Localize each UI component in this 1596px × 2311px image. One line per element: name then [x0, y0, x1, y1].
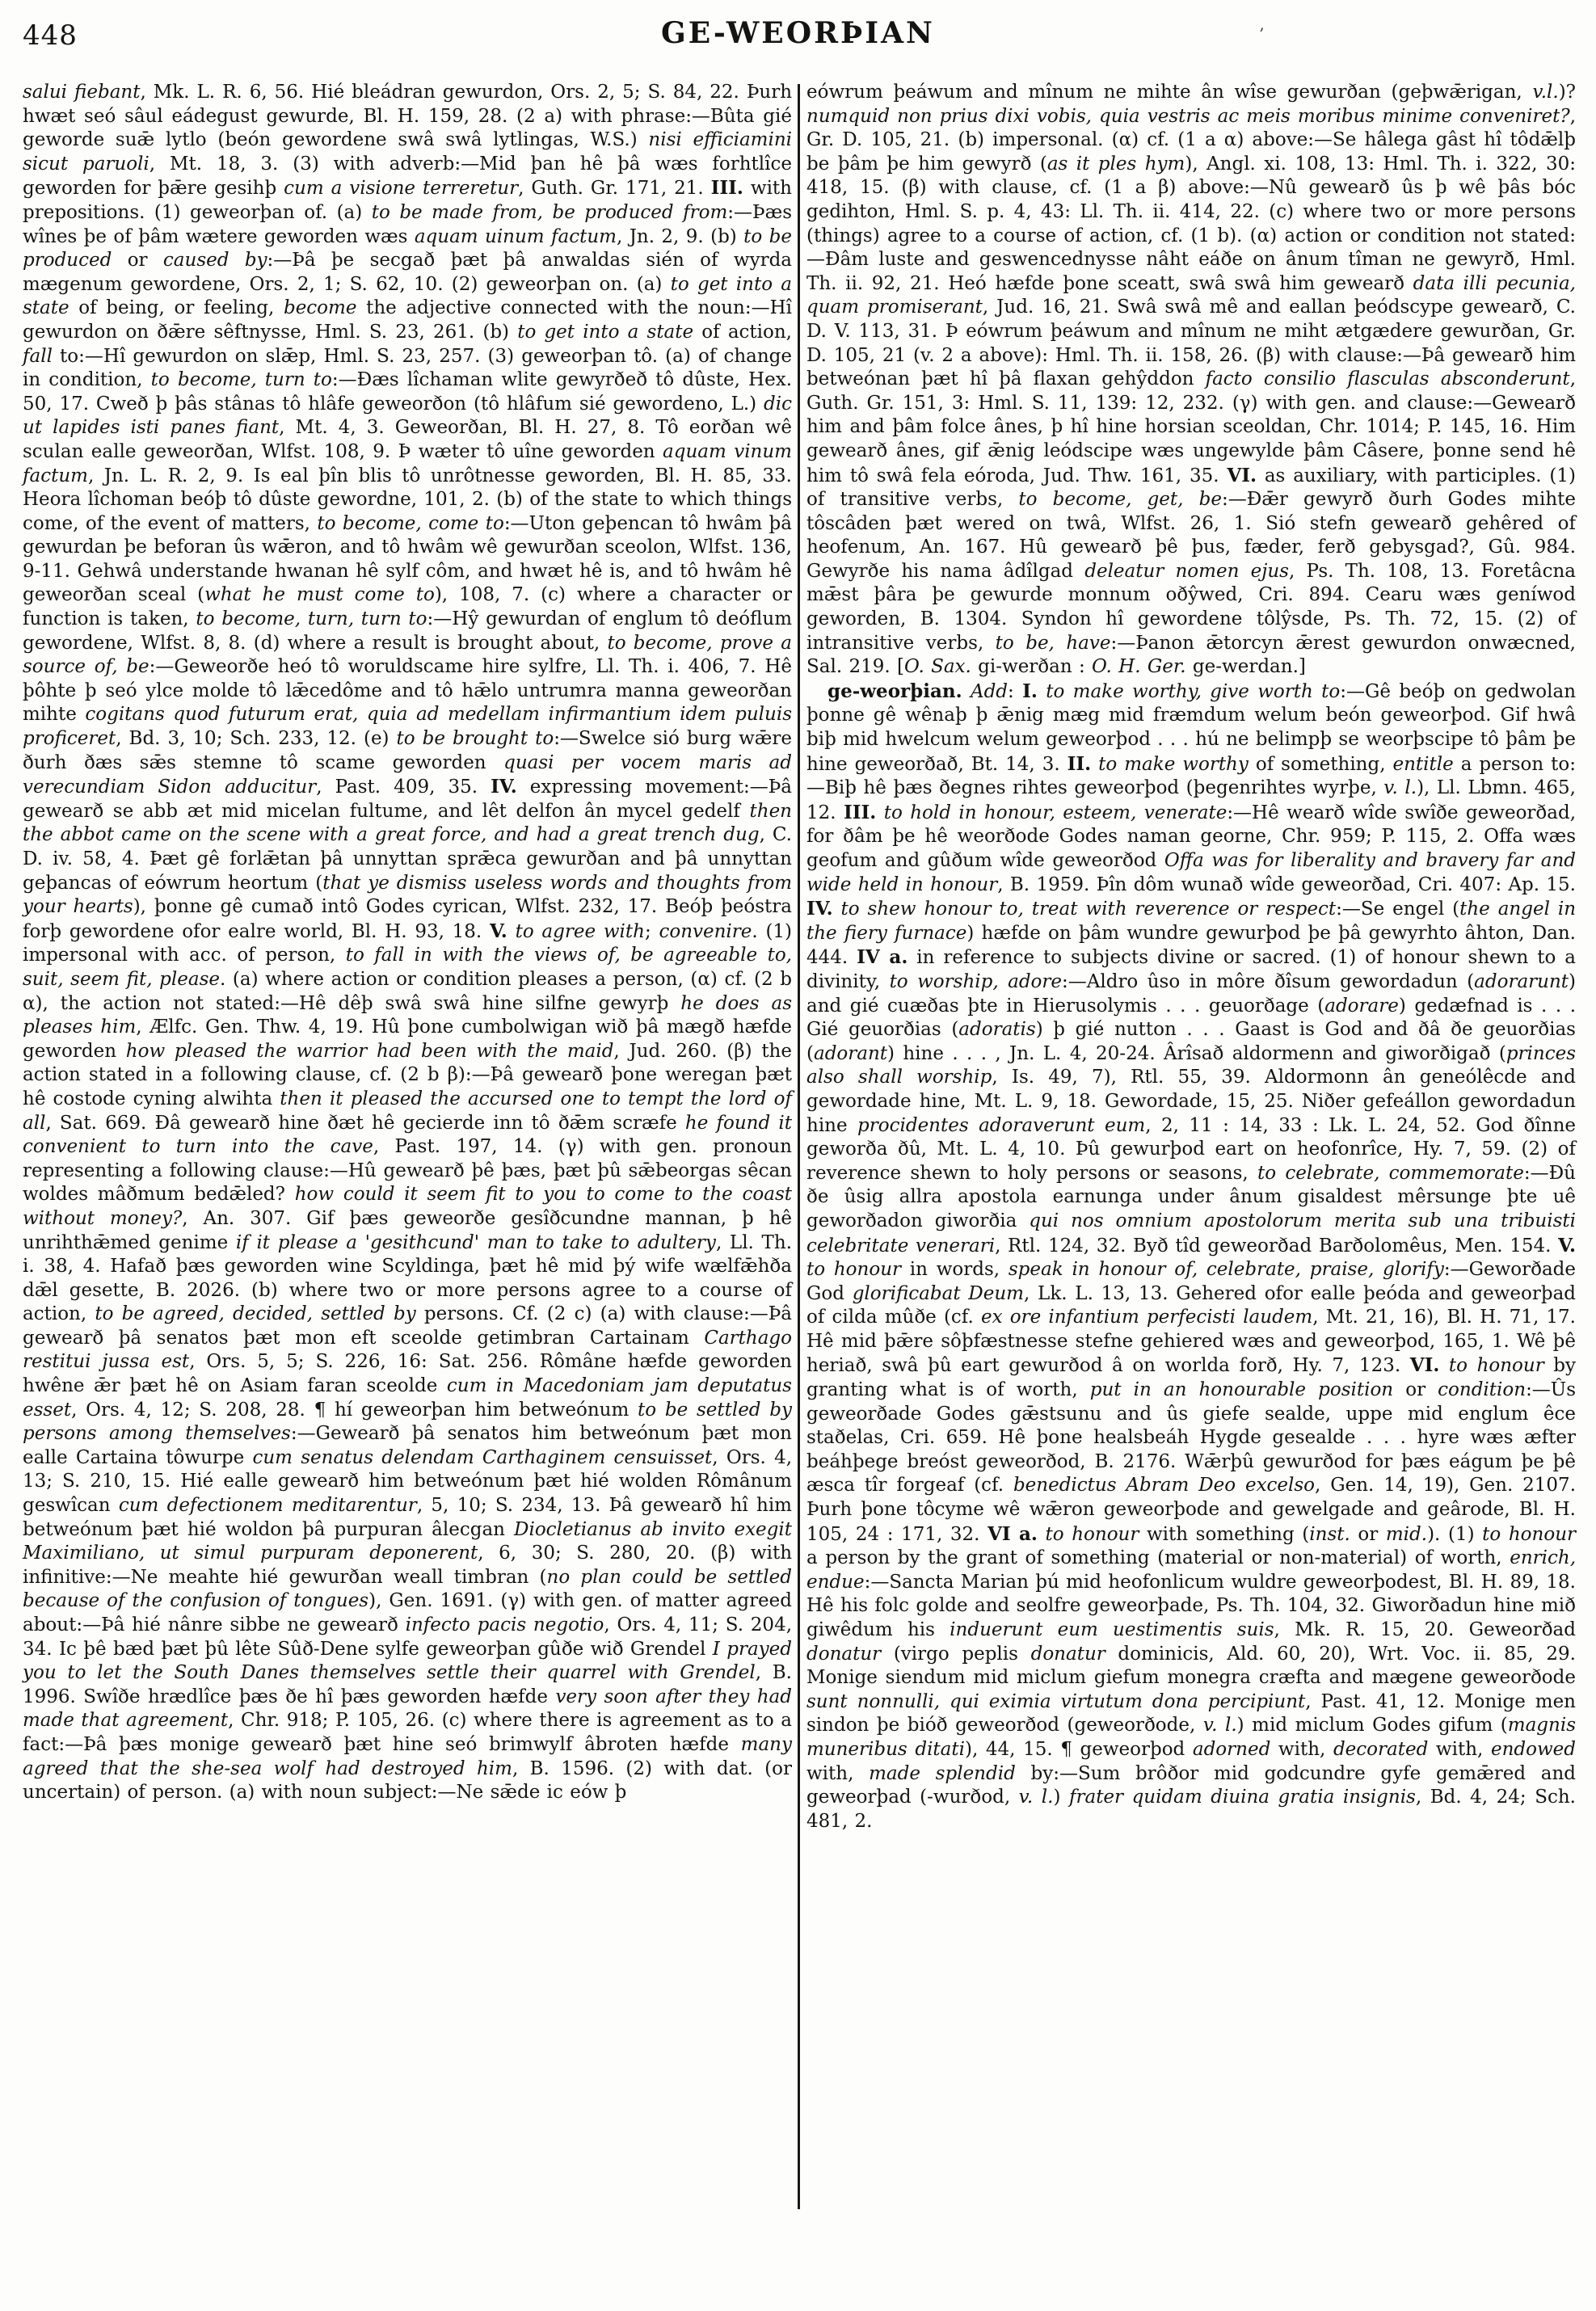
- page-number: 448: [23, 19, 78, 52]
- column-divider-rule: [798, 84, 800, 2209]
- right-column: [806, 81, 1576, 1833]
- entry-paragraph: ge-weorþian. Add: I. to make worthy, give worth to:—Gê beóþ on gedwolan þonne gê wênaþ þ ǣnig mæg mid fræmdum welum beón geweorþod. Gif hwâ biþ mid hwelcum welum geweorþod . . . hú ne belimpþ se weorþscipe tô þâm þe hine geweorðað, Bt. 14, 3. II. to make worthy of something, entitle a person to:—Biþ hê þæs ðegnes rihtes geweorþod (þegenrihtes wyrþe, v. l.), Ll. Lbmn. 465, 12. III. to hold in honour, esteem, venerate:—Hê wearð wîde swîðe geweorðad, for ðâm þe hê weorðode Godes naman georne, Chr. 959; P. 115, 2. Offa wæs geofum and gûðum wîde geweorðod Offa was for liberality and bravery far and wide held in honour, B. 1959. Þîn dôm wunað wîde geweorðad, Cri. 407: Ap. 15. IV. to shew honour to, treat with reverence or respect:—Se engel (the angel in the fiery furnace) hæfde on þâm wundre gewurþod þe þâ gewyrhto âhton, Dan. 444. IV a. in reference to subjects divine or sacred. (1) of honour shewn to a divinity, to worship, adore:—Aldro ûso in môre ðîsum gewordadun (adorarunt) and gié cuæðas þte in Hierusolymis . . . geuorðage (adorare) gedæfnad is . . . Gié geuorðias (adoratis) þ gié nutton . . . Gaast is God and ðâ ðe geuorðias (adorant) hine . . . , Jn. L. 4, 20-24. Ârîsað aldormenn and giworðigað (princes also shall worship, Is. 49, 7), Rtl. 55, 39. Aldormonn ân geneólêcde and gewordade hine, Mt. L. 9, 18. Gewordade, 15, 25. Niðer gefeállon gewordadun hine procidentes adoraverunt eum, 2, 11 : 14, 33 : Lk. L. 24, 52. God ðînne geworða ðû, Mt. L. 4, 10. Þû gewurþod eart on heofonrîce, Hy. 7, 59. (2) of reverence shewn to holy persons or seasons, to celebrate, commemorate:—Ðû ðe ûsig allra apostola earnunga under ânum gisaldest mêrsunge þte uê geworðadon giworðia qui nos omnium apostolorum merita sub una tribuisti celebritate venerari, Rtl. 124, 32. Byð tîd geweorðad Barðolomêus, Men. 154. V. to honour in words, speak in honour of, celebrate, praise, glorify:—Geworðade God glorificabat Deum, Lk. L. 13, 13. Gehered ofor ealle þeóda and geweorþad of cilda mûðe (cf. ex ore infantium perfecisti laudem, Mt. 21, 16), Bl. H. 71, 17. Hê mid þǣre sôþfæstnesse stefne gehiered wæs and geweorþod, 165, 1. Wê þê heriað, swâ þû eart gewurðod â on worlda forð, Hy. 7, 123. VI. to honour by granting what is of worth, put in an honourable position or condition:—Ûs geweorðade Godes gǣstsunu and ûs giefe sealde, uppe mid englum êce staðelas, Cri. 659. Hê þone healsbeáh Hygde gesealde . . . hyre wæs æfter beáhþege breóst geweorðod, B. 2176. Wǣrþû gewurðod for þæs eágum þe þê æsca tîr forgeaf (cf. benedictus Abram Deo excelso, Gen. 14, 19), Gen. 2107. Þurh þone tôcyme wê wǣron geweorþode and gewelgade and geârode, Bl. H. 105, 24 : 171, 32. VI a. to honour with something (inst. or mid.). (1) to honour a person by the grant of something (material or non-material) of worth, enrich, endue:—Sancta Marian þú mid heofonlicum wuldre geweorþodest, Bl. H. 89, 18. Hê his folc golde and seolfre geweorþade, Ps. Th. 104, 32. Giworðadun hine mið giwêdum his induerunt eum uestimentis suis, Mk. R. 15, 20. Geweorðad donatur (virgo peplis donatur dominicis, Ald. 60, 20), Wrt. Voc. ii. 85, 29. Monige siendum mid miclum giefum monegra cræfta and mægene geweorðode sunt nonnulli, qui eximia virtutum dona percipiunt, Past. 41, 12. Monige men sindon þe bióð geweorðod (geweorðode, v. l.) mid miclum Godes gifum (magnis muneribus ditati), 44, 15. ¶ geweorþod adorned with, decorated with, endowed with, made splendid by:—Sum brôðor mid godcundre gyfe gemǣred and geweorþad (-wurðod, v. l.) frater quidam diuina gratia insignis, Bd. 4, 24; Sch. 481, 2.: [806, 680, 1577, 1832]
- running-head: [0, 5, 1596, 63]
- entry-paragraph: salui fiebant, Mk. L. R. 6, 56. Hié bleádran gewurdon, Ors. 2, 5; S. 84, 22. Þurh hwæt seó sâul eádegust gewurde, Bl. H. 159, 28. (2 a) with phrase:—Bûta gié geworde suǣ lytlo (beón gewordene swâ swâ lytlingas, W.S.) nisi efficiamini sicut paruoli, Mt. 18, 3. (3) with adverb:—Mid þan hê þâ wæs forhtlîce geworden for þǣre gesihþ cum a visione terreretur, Guth. Gr. 171, 21. III. with prepositions. (1) geweorþan of. (a) to be made from, be produced from:—Þæs wînes þe of þâm wætere geworden wæs aquam uinum factum, Jn. 2, 9. (b) to be produced or caused by:—Þâ þe secgað þæt þâ anwaldas sién of wyrda mægenum gewordene, Ors. 2, 1; S. 62, 10. (2) geweorþan on. (a) to get into a state of being, or feeling, become the adjective connected with the noun:—Hî gewurdon on ðǣre sêftnysse, Hml. S. 23, 261. (b) to get into a state of action, fall to:—Hî gewurdon on slǣp, Hml. S. 23, 257. (3) geweorþan tô. (a) of change in condition, to become, turn to:—Ðæs lîchaman wlite gewyrðeð tô dûste, Hex. 50, 17. Cweð þ þâs stânas tô hlâfe geweorðon (tô hlâfum sié gewordeno, L.) dic ut lapides isti panes fiant, Mt. 4, 3. Geweorðan, Bl. H. 27, 8. Tô eorðan wê sculan ealle geweorðan, Wlfst. 108, 9. Þ wæter tô uîne geworden aquam vinum factum, Jn. L. R. 2, 9. Is eal þîn blis tô unrôtnesse geworden, Bl. H. 85, 33. Heora lîchoman beóþ tô dûste gewordne, 101, 2. (b) of the state to which things come, of the event of matters, to become, come to:—Uton geþencan tô hwâm þâ gewurdan þe beforan ûs wǣron, and tô hwâm wê gewurðan sceolon, Wlfst. 136, 9-11. Gehwâ understande hwanan hê sylf côm, and hwæt hê is, and tô hwâm hê geweorðan sceal (what he must come to), 108, 7. (c) where a character or function is taken, to become, turn, turn to:—Hŷ gewurdan of englum tô deóflum gewordene, Wlfst. 8, 8. (d) where a result is brought about, to become, prove a source of, be:—Geweorðe heó tô woruldscame hire sylfre, Ll. Th. i. 406, 7. Hê þôhte þ seó ylce molde tô lǣcedôme and tô hǣlo untrumra manna geweorðan mihte cogitans quod futurum erat, quia ad medellam infirmantium idem puluis proficeret, Bd. 3, 10; Sch. 233, 12. (e) to be brought to:—Swelce sió burg wǣre ðurh ðæs sǣs stemne tô scame geworden quasi per vocem maris ad verecundiam Sidon adducitur, Past. 409, 35. IV. expressing movement:—Þâ gewearð se abb æt mid micelan fultume, and lêt delfon ân mycel gedelf then the abbot came on the scene with a great force, and had a great trench dug, C. D. iv. 58, 4. Þæt gê forlǣtan þâ unnyttan sprǣca gewurðan and þâ unnyttan geþancas of eówrum heortum (that ye dismiss useless words and thoughts from your hearts), þonne gê cumað intô Godes cyrican, Wlfst. 232, 17. Beóþ þeóstra forþ gewordene ofor ealre world, Bl. H. 93, 18. V. to agree with; convenire. (1) impersonal with acc. of person, to fall in with the views of, be agreeable to, suit, seem fit, please. (a) where action or condition pleases a person, (α) cf. (2 b α), the action not stated:—Hê dêþ swâ swâ hine silfne gewyrþ he does as pleases him, Ælfc. Gen. Thw. 4, 19. Hû þone cumbolwigan wið þâ mægð hæfde geworden how pleased the warrior had been with the maid, Jud. 260. (β) the action stated in a following clause, cf. (2 b β):—Þâ gewearð þone weregan þæt hê costode cyning alwihta then it pleased the accursed one to tempt the lord of all, Sat. 669. Ðâ gewearð hine ðæt hê gecierde inn tô ðǣm scræfe he found it convenient to turn into the cave, Past. 197, 14. (γ) with gen. pronoun representing a following clause:—Hû gewearð þê þæs, þæt þû sǣbeorgas sêcan woldes mâðmum bedǣled? how could it seem fit to you to come to the coast without money?, An. 307. Gif þæs geweorðe gesîðcundne mannan, þ hê unrihthǣmed genime if it please a 'gesithcund' man to take to adultery, Ll. Th. i. 38, 4. Hafað þæs geworden wine Scyldinga, þæt hê mid þý wife wælfǣhða dǣl gesette, B. 2026. (b) where two or more persons agree to a course of action, to be agreed, decided, settled by persons. Cf. (2 c) (a) with clause:—Þâ gewearð þâ senatos þæt mon eft sceolde getimbran Cartainam Carthago restitui jussa est, Ors. 5, 5; S. 226, 16: Sat. 256. Rômâne hæfde geworden hwêne ǣr þæt hê on Asiam faran sceolde cum in Macedoniam jam deputatus esset, Ors. 4, 12; S. 208, 28. ¶ hí geweorþan him betweónum to be settled by persons among themselves:—Gewearð þâ senatos him betweónum þæt mon ealle Cartaina tôwurpe cum senatus delendam Carthaginem censuisset, Ors. 4, 13; S. 210, 15. Hié ealle gewearð him betweónum þæt hié wolden Rômânum geswîcan cum defectionem meditarentur, 5, 10; S. 234, 13. Þâ gewearð hî him betweónum þæt hié woldon þâ purpuran âlecgan Diocletianus ab invito exegit Maximiliano, ut simul purpuram deponerent, 6, 30; S. 280, 20. (β) with infinitive:—Ne meahte hié gewurðan weall timbran (no plan could be settled because of the confusion of tongues), Gen. 1691. (γ) with gen. of matter agreed about:—Þâ hié nânre sibbe ne gewearð infecto pacis negotio, Ors. 4, 11; S. 204, 34. Ic þê bæd þæt þû lête Sûð-Dene sylfe geweorþan gûðe wið Grendel I prayed you to let the South Danes themselves settle their quarrel with Grendel, B. 1996. Swîðe hrædlîce þæs ðe hî þæs geworden hæfde very soon after they had made that agreement, Chr. 918; P. 105, 26. (c) where there is agreement as to a fact:—Þâ þæs monige gewearð þæt hine seó brimwylf âbroten hæfde many agreed that the she-sea wolf had destroyed him, B. 1596. (2) with dat. (or uncertain) of person. (a) with noun subject:—Ne sǣde ic eów þ: [23, 82, 793, 1804]
- entry-text-block: [23, 81, 1576, 2311]
- page-title: GE-WEORÞIAN: [661, 16, 935, 50]
- entry-paragraph: eówrum þeáwum and mînum ne mihte ân wîse gewurðan (geþwǣrigan, v.l.)? numquid non prius dixi vobis, quia vestris ac meis moribus minime conveniret?, Gr. D. 105, 21. (b) impersonal. (α) cf. (1 a α) above:—Se hâlega gâst hî tôdǣlþ be þâm þe him gewyrð (as it ples hym), Angl. xi. 108, 13: Hml. Th. i. 322, 30: 418, 15. (β) with clause, cf. (1 a β) above:—Nû gewearð ûs þ wê þâs bóc gedihton, Hml. S. p. 4, 43: Ll. Th. ii. 414, 22. (c) where two or more persons (things) agree to a course of action, cf. (1 b). (α) action or condition not stated:—Ðâm luste and geswencednysse nâht eáðe on ânum tîman ne gewyrð, Hml. Th. ii. 92, 21. Heó hæfde þone sceatt, swâ swâ him gewearð data illi pecunia, quam promiserant, Jud. 16, 21. Swâ swâ mê and eallan þeódscype gewearð, C. D. V. 113, 31. Þ eówrum þeáwum and mînum ne miht ætgædere gewurðan, Gr. D. 105, 21 (v. 2 a above): Hml. Th. ii. 158, 26. (β) with clause:—Þâ gewearð him betweónan þæt hî þâ flaxan gehŷddon facto consilio flasculas absconderunt, Guth. Gr. 151, 3: Hml. S. 11, 139: 12, 232. (γ) with gen. and clause:—Gewearð him and þâm folce ânes, þ hî hine horsian sceoldan, Chr. 1014; P. 145, 16. Him gewearð ânes, gif ǣnig leódscipe wæs ungewylde þâm Câsere, þonne send hê him tô swâ fela eóroda, Jud. Thw. 161, 35. VI. as auxiliary, with participles. (1) of transitive verbs, to become, get, be:—Ðǣr gewyrð ðurh Godes mihte tôscâden þæt wered on twâ, Wlfst. 26, 1. Sió stefn gewearð gehêred of heofenum, An. 167. Hû gewearð þê þus, fæder, ferð gebysgad?, Gû. 984. Gewyrðe his nama âdîlgad deleatur nomen ejus, Ps. Th. 108, 13. Foretâcna mǣst þâra þe gewurde monnum oðŷwed, Cri. 894. Cearu wæs geníwod geworden, B. 1304. Syndon hî gewordene tôlŷsde, Ps. Th. 72, 15. (2) of intransitive verbs, to be, have:—Þanon ǣtorcyn ǣrest gewurdon onwæcned, Sal. 219. [O. Sax. gi-werðan : O. H. Ger. ge-werdan.]: [806, 82, 1577, 678]
- scan-artifact-speck: ’: [1259, 24, 1265, 44]
- left-column: [23, 81, 792, 1805]
